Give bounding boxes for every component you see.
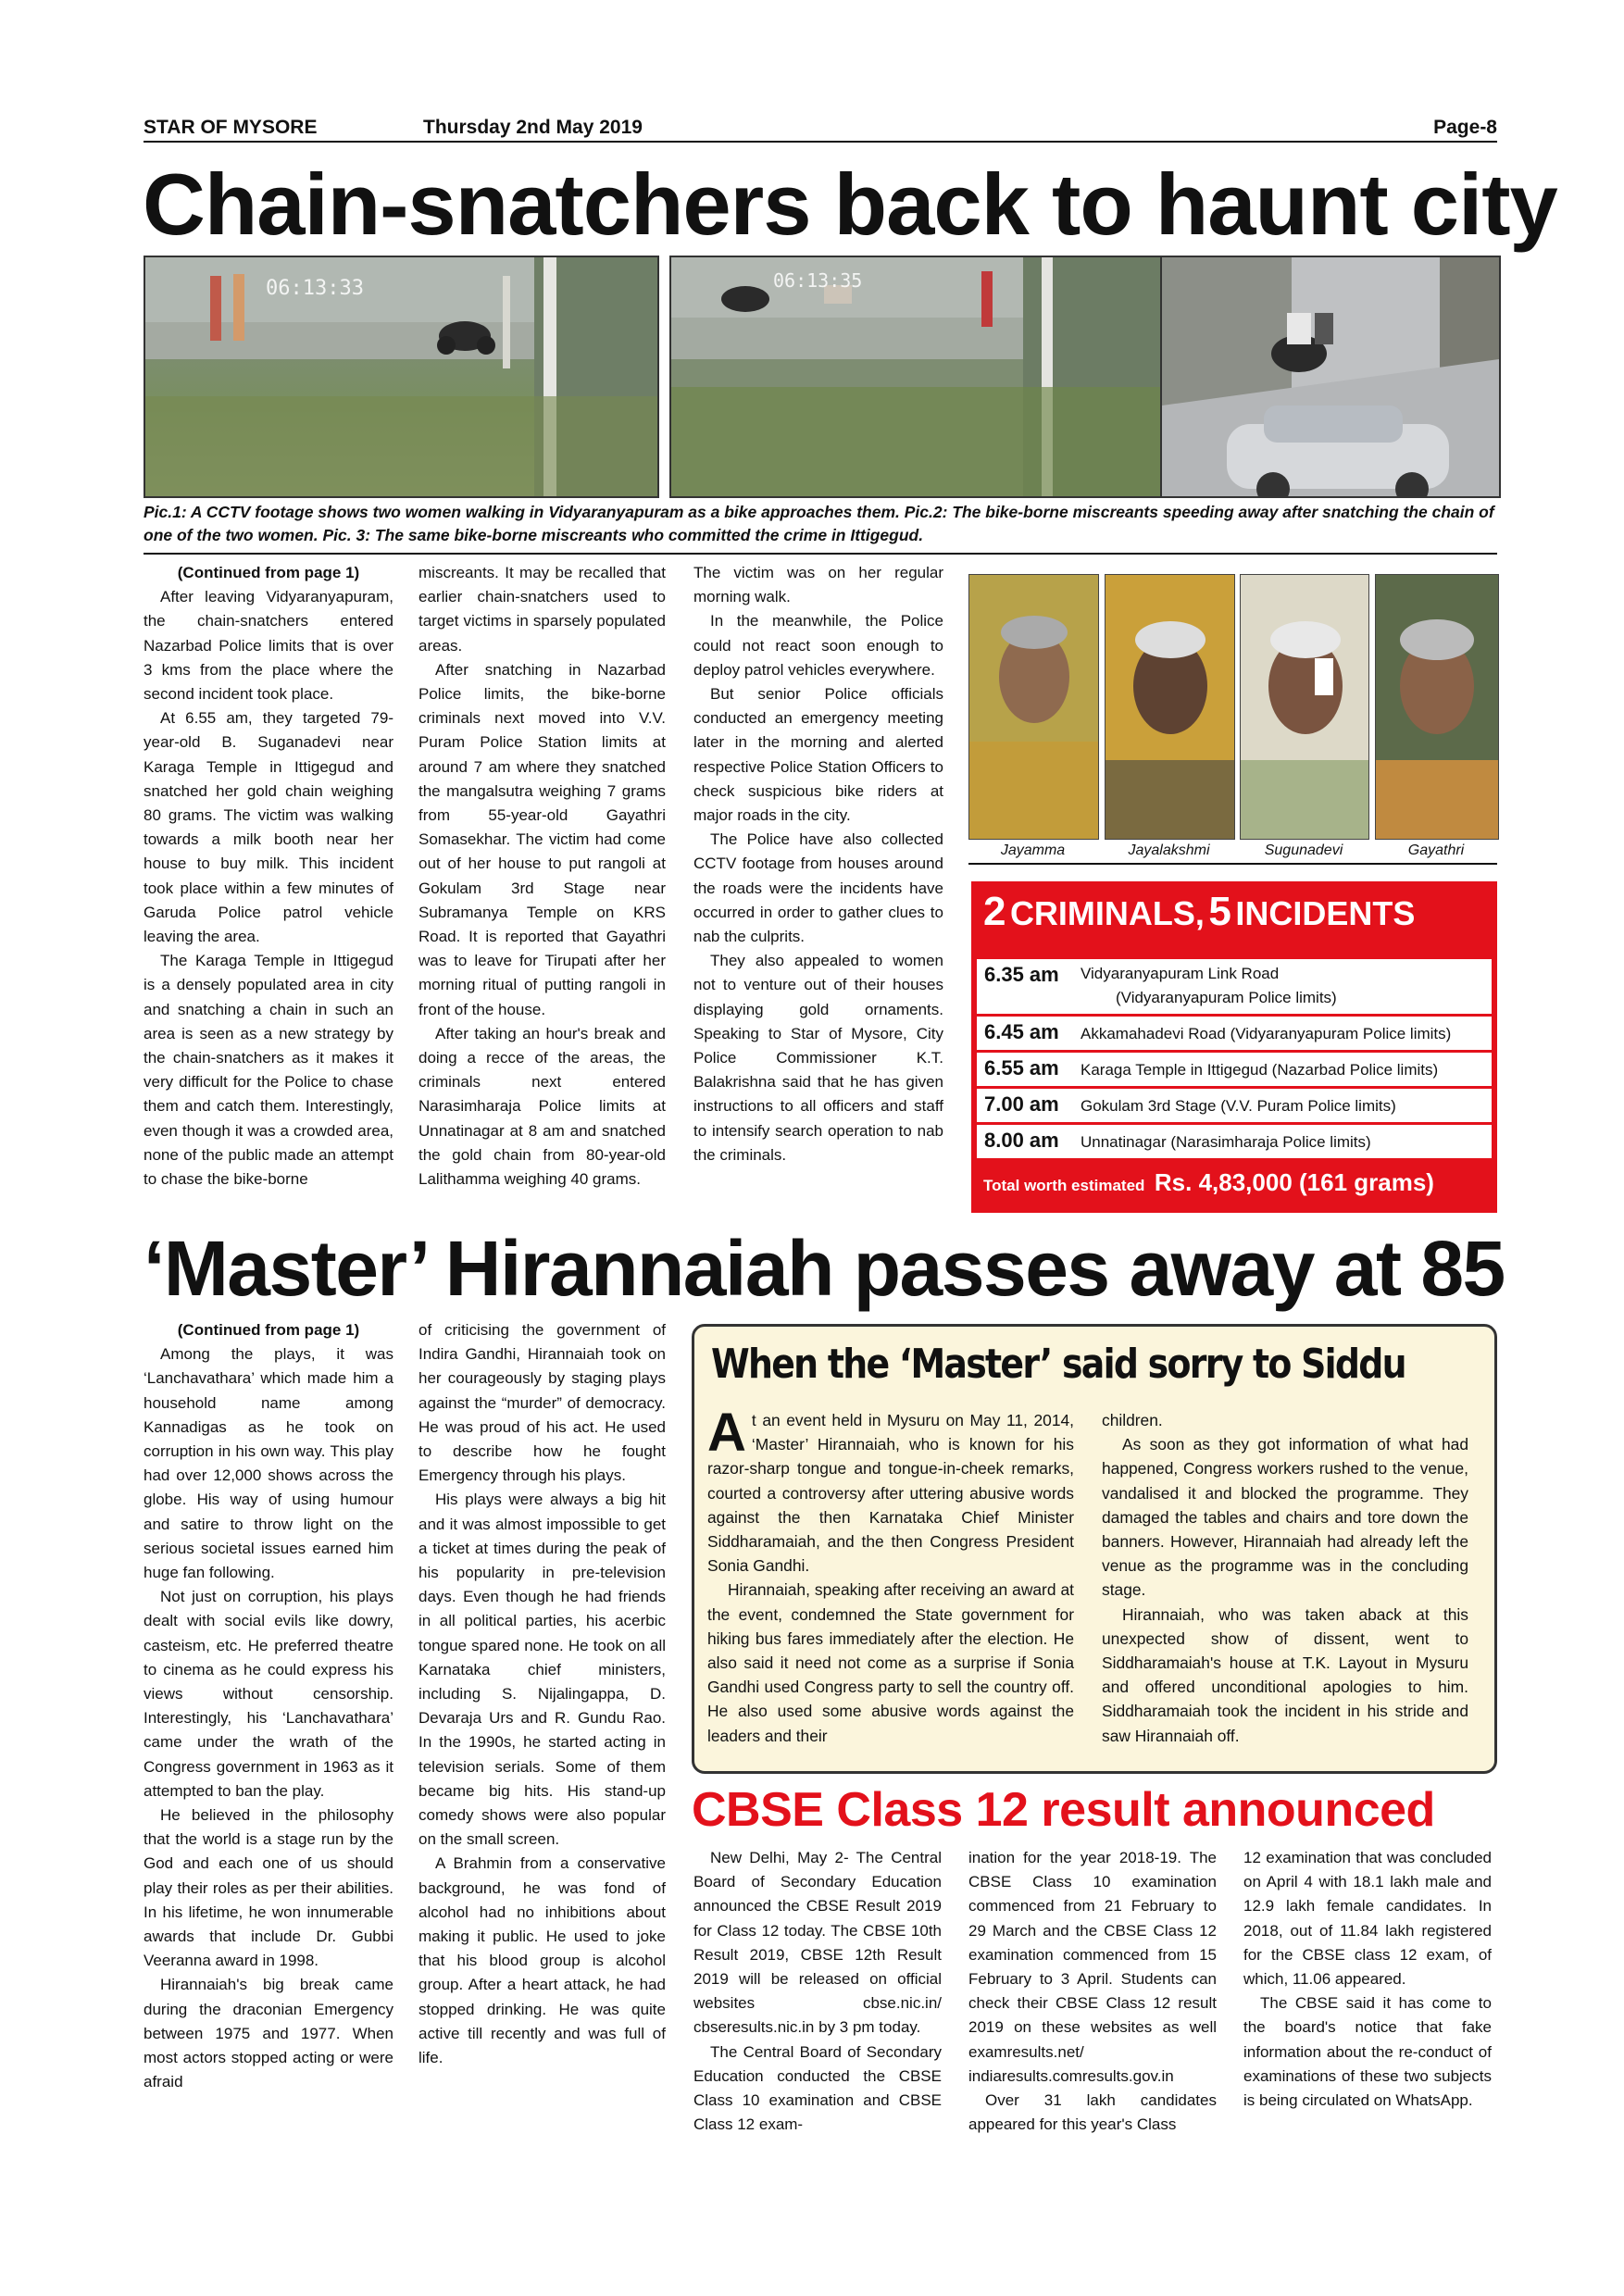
incident-row: 6.55 am Karaga Temple in Ittigegud (Nazarbad Police limits) [977, 1053, 1492, 1086]
story3-headline: CBSE Class 12 result announced [692, 1783, 1435, 1837]
incidents-box-title: 2 CRIMINALS, 5 INCIDENTS [983, 889, 1416, 934]
story3-col1: New Delhi, May 2- The Central Board of Secondary Education announced the CBSE Result 2019 for Class 12 today. The CBSE 10th Result 2019, CBSE 12th Result 2019 will be released on official websites cbse.nic.in/ cbseresults.nic.in by 3 pm today. The Central Board of Secondary Education conducted the CBSE Class 10 examination and CBSE Class 12 exam- [693, 1849, 942, 2134]
cctv-photo-1 [144, 256, 659, 498]
story2-headline: ‘Master’ Hirannaiah passes away at 85 [144, 1225, 1505, 1312]
masthead [144, 115, 1497, 143]
cctv-photo-2 [669, 256, 1164, 498]
portrait-name-4: Gayathri [1407, 842, 1465, 858]
incidents-box [971, 881, 1497, 1213]
incident-row: 8.00 am Unnatinagar (Narasimharaja Police limits) [977, 1125, 1492, 1158]
issue-date: Thursday 2nd May 2019 [423, 117, 643, 138]
total-estimate: Total worth estimated Rs. 4,83,000 (161 grams) [983, 1168, 1434, 1196]
story1-headline: Chain-snatchers back to haunt city [143, 156, 1557, 253]
photo-caption: Pic.1: A CCTV footage shows two women walking in Vidyaranyapuram as a bike approaches them. Pic.2: The bike-borne miscreants speeding away after snatching the chain of one of the two women. Pic. 3: The same bike-borne miscreants who committed the crime in Ittigegud. [144, 503, 1494, 544]
dropcap: A [707, 1403, 746, 1463]
portrait-jayamma [968, 574, 1099, 840]
continued-note: (Continued from page 1) [177, 564, 360, 581]
incident-row: 6.45 am Akkamahadevi Road (Vidyaranyapuram Police limits) [977, 1017, 1492, 1050]
portrait-name-1: Jayamma [1000, 842, 1066, 858]
cctv-photo-3 [1160, 256, 1501, 498]
portrait-gayathri [1375, 574, 1499, 840]
cctv-timestamp-1: 06:13:33 [266, 277, 364, 300]
page-number: Page-8 [1433, 117, 1497, 138]
story1-col1: (Continued from page 1) After leaving Vidyaranyapuram, the chain-snatchers entered Nazarbad Police limits that is over 3 kms from the place where the second incident took place. At 6.55 am, they targeted 79-year-old B. Suganadevi near Karaga Temple in Ittigegud and snatched her gold chain weighing 80 grams. The victim was walking towards a milk booth near her house to buy milk. This incident took place within a few minutes of Garuda Police patrol vehicle leaving the area. The Karaga Temple in Ittigegud is a densely populated area in city and snatching a chain in such an area is seen as a new strategy by the chain-snatchers as it makes it very difficult for the Police to chase them and catch them. Interestingly, even though it was a crowded area, none of the public made an attempt to chase the bike-borne [144, 561, 394, 1192]
story1-col3: The victim was on her regular morning walk. In the meanwhile, the Police could not react soon enough to deploy patrol vehicles everywhere. But senior Police officials conducted an emergency meeting later in the morning and alerted respective Police Station Officers to check suspicious bike riders at major roads in the city. The Police have also collected CCTV footage from houses around the roads were the incidents have occurred in order to gather clues to nab the culprits. They also appealed to women not to venture out of their houses displaying gold ornaments. Speaking to Star of Mysore, City Police Commissioner K.T. Balakrishna said that he has given instructions to all officers and staff to intensify search operation to nab the criminals. [693, 564, 943, 1164]
story1-col2: miscreants. It may be recalled that earlier chain-snatchers used to target victims in sparsely populated areas. After snatching in Nazarbad Police limits, the bike-borne criminals next moved into V.V. Puram Police Station limits at around 7 am where they snatched the mangalsutra weighing 7 grams from 55-year-old Gayathri Somasekhar. The victim had come out of her house to put rangoli at Gokulam 3rd Stage near Subramanya Temple on KRS Road. It is reported that Gayathri was to leave for Tirupati after her morning ritual of putting rangoli in front of the house. After taking an hour's break and doing a recce of the areas, the criminals next entered Narasimharaja Police limits at Unnatinagar at 8 am and snatched the gold chain from 80-year-old Lalithamma weighing 40 grams. [418, 564, 666, 1189]
sidebar-headline: When the ‘Master’ said sorry to Siddu [711, 1341, 1405, 1388]
sidebar-col1: At an event held in Mysuru on May 11, 2014, ‘Master’ Hirannaiah, who is known for his razor-sharp tongue and tongue-in-cheek remarks, courted a controversy after uttering abusive words against the then Karnataka Chief Minister Siddharamaiah, and the then Congress President Sonia Gandhi. Hirannaiah, speaking after receiving an award at the event, condemned the State government for hiking bus fares immediately after the election. He also said it need not come as a surprise if Sonia Gandhi used Congress party to sell the country off. He also used some abusive words against the leaders and their [707, 1403, 1074, 1745]
story3-col2: ination for the year 2018-19. The CBSE Class 10 examination commenced from 21 February to 29 March and the CBSE Class 12 examination commenced from 15 February to 3 April. Students can check their CBSE Class 12 result 2019 on these websites as well examresults.net/ indiaresults.comresults.gov.in Over 31 lakh candidates appeared for this year's Class [968, 1849, 1217, 2134]
portrait-sugunadevi [1240, 574, 1369, 840]
incident-row: 7.00 am Gokulam 3rd Stage (V.V. Puram Police limits) [977, 1089, 1492, 1122]
sidebar-box [692, 1324, 1497, 1774]
sidebar-col2: children. As soon as they got information of what had happened, Congress workers rushed to the venue, vandalised it and blocked the programme. They damaged the tables and chairs and tore down the banners. However, Hirannaiah had already left the venue as the programme was in the concluding stage. Hirannaiah, who was taken aback at this unexpected show of dissent, went to Siddharamaiah's house at T.K. Layout in Mysuru and offered unconditional apologies to him. Siddharamaiah took the incident in his stride and saw Hirannaiah off. [1102, 1411, 1468, 1745]
portrait-name-3: Sugunadevi [1264, 842, 1343, 858]
portrait-name-2: Jayalakshmi [1128, 842, 1210, 858]
story3-col3: 12 examination that was concluded on April 4 with 18.1 lakh male and 12.9 lakh female candidates. In 2018, out of 11.84 lakh registered for the CBSE class 12 exam, of which, 11.06 appeared. The CBSE said it has come to the board's notice that fake information about the re-conduct of examinations of these two subjects is being circulated on WhatsApp. [1243, 1849, 1492, 2110]
portrait-jayalakshmi [1105, 574, 1235, 840]
paper-name: STAR OF MYSORE [144, 117, 318, 138]
story2-col2: of criticising the government of Indira Gandhi, Hirannaiah took on her courageously by staging plays against the “murder” of democracy. He was proud of his act. He used to describe how he fought Emergency through his plays. His plays were always a big hit and it was almost impossible to get a ticket at times during the peak of his popularity in pre-television days. Even though he had friends in all political parties, his acerbic tongue spared none. He took on all Karnataka chief ministers, including S. Nijalingappa, D. Devaraja Urs and R. Gundu Rao. In the 1990s, he started acting in television serials. Some of them became big hits. His stand-up comedy shows were also popular on the small screen. A Brahmin from a conservative background, he was fond of alcohol had no inhibitions about making it public. He used to joke that his blood group is alcohol group. After a heart attack, he had stopped drinking. He was quite active till recently and was full of life. [418, 1321, 666, 2067]
incident-row: 6.35 am Vidyaranyapuram Link Road (Vidyaranyapuram Police limits) [977, 959, 1492, 1014]
story2-col1: (Continued from page 1) Among the plays, it was ‘Lanchavathara’ which made him a household name among Kannadigas as he took on corruption in his own way. This play had over 12,000 shows across the globe. His way of using humour and satire to throw light on the serious societal issues earned him huge fan following. Not just on corruption, his plays dealt with social evils like dowry, casteism, etc. He preferred theatre to cinema as he could express his views without censorship. Interestingly, his ‘Lanchavathara’ came under the wrath of the Congress government in 1963 as it attempted to ban the play. He believed in the philosophy that the world is a stage run by the God and each one of us should play their roles as per their abilities. In his lifetime, he won innumerable awards that include Dr. Gubbi Veeranna award in 1998. Hirannaiah's big break came during the draconian Emergency between 1975 and 1977. When most actors stopped acting or were afraid [144, 1321, 394, 2091]
cctv-timestamp-2: 06:13:35 [773, 269, 863, 292]
